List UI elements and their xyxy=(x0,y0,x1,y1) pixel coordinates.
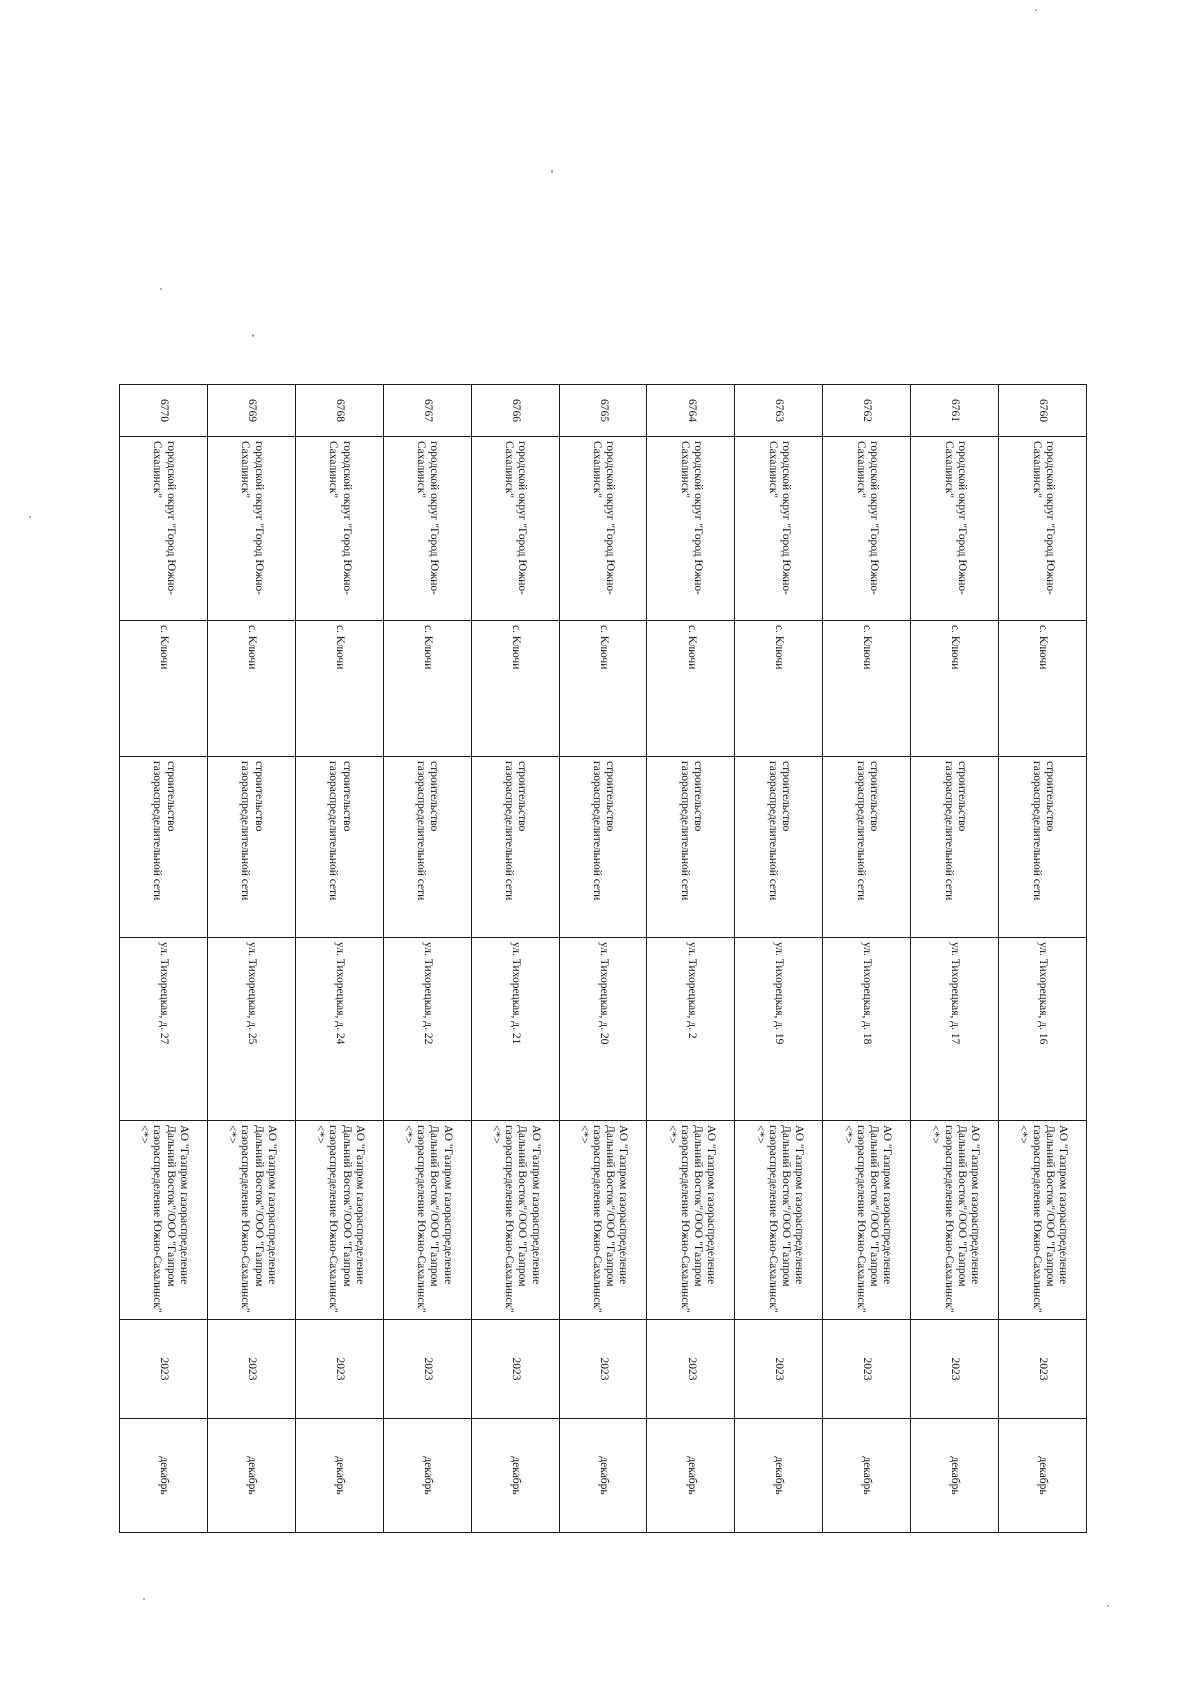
address-cell: ул. Тихорецкая, д. 17 xyxy=(911,938,999,1121)
month-cell: декабрь xyxy=(471,1419,559,1533)
locality-cell: с. Ключи xyxy=(120,621,208,757)
municipality-cell: городской округ "Город Южно-Сахалинск" xyxy=(735,437,823,621)
table-row xyxy=(383,385,471,1533)
year-cell: 2023 xyxy=(207,1320,295,1419)
address-cell: ул. Тихорецкая, д. 27 xyxy=(120,938,208,1121)
organization-cell: АО "Газпром газораспределение Дальний Восток"/ООО "Газпром газораспределение Южно-Сахалинск" <*> xyxy=(999,1121,1087,1320)
organization-cell: АО "Газпром газораспределение Дальний Восток"/ООО "Газпром газораспределение Южно-Сахалинск" <*> xyxy=(823,1121,911,1320)
month-cell: декабрь xyxy=(295,1419,383,1533)
address-cell: ул. Тихорецкая, д. 21 xyxy=(471,938,559,1121)
address-cell: ул. Тихорецкая, д. 16 xyxy=(999,938,1087,1121)
work-type-cell: строительство газораспределительной сети xyxy=(735,757,823,938)
municipality-cell: городской округ "Город Южно-Сахалинск" xyxy=(383,437,471,621)
address-cell: ул. Тихорецкая, д. 25 xyxy=(207,938,295,1121)
address-cell: ул. Тихорецкая, д. 18 xyxy=(823,938,911,1121)
locality-cell: с. Ключи xyxy=(295,621,383,757)
year-cell: 2023 xyxy=(295,1320,383,1419)
month-cell: декабрь xyxy=(383,1419,471,1533)
address-cell: ул. Тихорецкая, д. 24 xyxy=(295,938,383,1121)
table-body xyxy=(120,385,1087,1533)
locality-cell: с. Ключи xyxy=(647,621,735,757)
month-cell: декабрь xyxy=(823,1419,911,1533)
year-cell: 2023 xyxy=(120,1320,208,1419)
year-cell: 2023 xyxy=(823,1320,911,1419)
row-number: 6762 xyxy=(823,385,911,437)
locality-cell: с. Ключи xyxy=(999,621,1087,757)
address-cell: ул. Тихорецкая, д. 20 xyxy=(559,938,647,1121)
scan-speck xyxy=(551,170,553,173)
row-number: 6765 xyxy=(559,385,647,437)
month-cell: декабрь xyxy=(911,1419,999,1533)
organization-cell: АО "Газпром газораспределение Дальний Восток"/ООО "Газпром газораспределение Южно-Сахалинск" <*> xyxy=(911,1121,999,1320)
municipality-cell: городской округ "Город Южно-Сахалинск" xyxy=(559,437,647,621)
table-row xyxy=(735,385,823,1533)
row-number: 6764 xyxy=(647,385,735,437)
table-row xyxy=(295,385,383,1533)
work-type-cell: строительство газораспределительной сети xyxy=(207,757,295,938)
locality-cell: с. Ключи xyxy=(207,621,295,757)
address-cell: ул. Тихорецкая, д. 2 xyxy=(647,938,735,1121)
month-cell: декабрь xyxy=(647,1419,735,1533)
work-type-cell: строительство газораспределительной сети xyxy=(471,757,559,938)
work-type-cell: строительство газораспределительной сети xyxy=(823,757,911,938)
work-type-cell: строительство газораспределительной сети xyxy=(295,757,383,938)
table-row xyxy=(911,385,999,1533)
table-row xyxy=(120,385,208,1533)
organization-cell: АО "Газпром газораспределение Дальний Восток"/ООО "Газпром газораспределение Южно-Сахалинск" <*> xyxy=(207,1121,295,1320)
row-number: 6763 xyxy=(735,385,823,437)
month-cell: декабрь xyxy=(559,1419,647,1533)
locality-cell: с. Ключи xyxy=(559,621,647,757)
table-row xyxy=(471,385,559,1533)
month-cell: декабрь xyxy=(735,1419,823,1533)
month-cell: декабрь xyxy=(999,1419,1087,1533)
municipality-cell: городской округ "Город Южно-Сахалинск" xyxy=(911,437,999,621)
organization-cell: АО "Газпром газораспределение Дальний Восток"/ООО "Газпром газораспределение Южно-Сахалинск" <*> xyxy=(295,1121,383,1320)
rotated-table-container xyxy=(119,384,1087,1532)
month-cell: декабрь xyxy=(207,1419,295,1533)
address-cell: ул. Тихорецкая, д. 22 xyxy=(383,938,471,1121)
organization-cell: АО "Газпром газораспределение Дальний Восток"/ООО "Газпром газораспределение Южно-Сахалинск" <*> xyxy=(120,1121,208,1320)
year-cell: 2023 xyxy=(999,1320,1087,1419)
table-row xyxy=(647,385,735,1533)
locality-cell: с. Ключи xyxy=(823,621,911,757)
locality-cell: с. Ключи xyxy=(735,621,823,757)
municipality-cell: городской округ "Город Южно-Сахалинск" xyxy=(647,437,735,621)
work-type-cell: строительство газораспределительной сети xyxy=(559,757,647,938)
month-cell: декабрь xyxy=(120,1419,208,1533)
work-type-cell: строительство газораспределительной сети xyxy=(120,757,208,938)
locality-cell: с. Ключи xyxy=(911,621,999,757)
municipality-cell: городской округ "Город Южно-Сахалинск" xyxy=(295,437,383,621)
row-number: 6767 xyxy=(383,385,471,437)
table-row xyxy=(207,385,295,1533)
locality-cell: с. Ключи xyxy=(383,621,471,757)
work-type-cell: строительство газораспределительной сети xyxy=(383,757,471,938)
scan-speck xyxy=(252,334,254,337)
scan-speck xyxy=(1035,9,1037,11)
row-number: 6761 xyxy=(911,385,999,437)
scan-speck xyxy=(29,516,31,518)
organization-cell: АО "Газпром газораспределение Дальний Восток"/ООО "Газпром газораспределение Южно-Сахалинск" <*> xyxy=(383,1121,471,1320)
table-row xyxy=(559,385,647,1533)
work-type-cell: строительство газораспределительной сети xyxy=(999,757,1087,938)
organization-cell: АО "Газпром газораспределение Дальний Восток"/ООО "Газпром газораспределение Южно-Сахалинск" <*> xyxy=(647,1121,735,1320)
municipality-cell: городской округ "Город Южно-Сахалинск" xyxy=(823,437,911,621)
organization-cell: АО "Газпром газораспределение Дальний Восток"/ООО "Газпром газораспределение Южно-Сахалинск" <*> xyxy=(559,1121,647,1320)
row-number: 6760 xyxy=(999,385,1087,437)
work-type-cell: строительство газораспределительной сети xyxy=(647,757,735,938)
scan-speck xyxy=(160,288,162,290)
work-type-cell: строительство газораспределительной сети xyxy=(911,757,999,938)
year-cell: 2023 xyxy=(471,1320,559,1419)
address-cell: ул. Тихорецкая, д. 19 xyxy=(735,938,823,1121)
municipality-cell: городской округ "Город Южно-Сахалинск" xyxy=(120,437,208,621)
row-number: 6768 xyxy=(295,385,383,437)
organization-cell: АО "Газпром газораспределение Дальний Восток"/ООО "Газпром газораспределение Южно-Сахалинск" <*> xyxy=(735,1121,823,1320)
municipality-cell: городской округ "Город Южно-Сахалинск" xyxy=(471,437,559,621)
year-cell: 2023 xyxy=(911,1320,999,1419)
table-row xyxy=(999,385,1087,1533)
gasification-register-table xyxy=(119,384,1087,1533)
table-row xyxy=(823,385,911,1533)
row-number: 6770 xyxy=(120,385,208,437)
row-number: 6766 xyxy=(471,385,559,437)
year-cell: 2023 xyxy=(647,1320,735,1419)
year-cell: 2023 xyxy=(735,1320,823,1419)
year-cell: 2023 xyxy=(559,1320,647,1419)
year-cell: 2023 xyxy=(383,1320,471,1419)
municipality-cell: городской округ "Город Южно-Сахалинск" xyxy=(207,437,295,621)
municipality-cell: городской округ "Город Южно-Сахалинск" xyxy=(999,437,1087,621)
scan-speck xyxy=(143,1598,145,1600)
locality-cell: с. Ключи xyxy=(471,621,559,757)
organization-cell: АО "Газпром газораспределение Дальний Восток"/ООО "Газпром газораспределение Южно-Сахалинск" <*> xyxy=(471,1121,559,1320)
scan-speck xyxy=(1107,1605,1109,1607)
row-number: 6769 xyxy=(207,385,295,437)
